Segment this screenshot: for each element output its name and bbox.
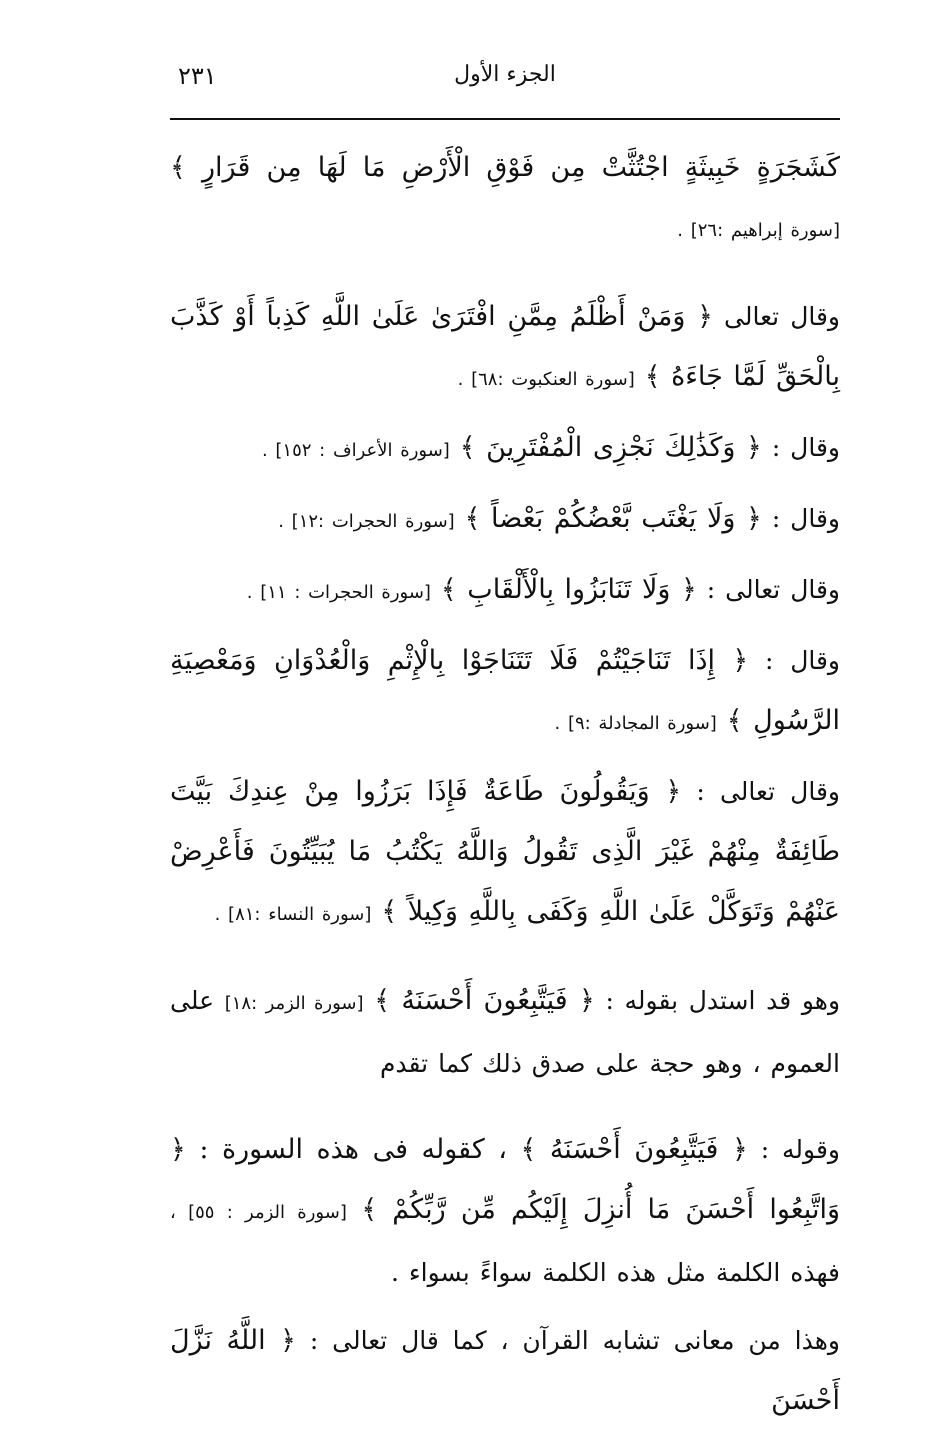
quran-quote: ﴿ اللَّهُ نَزَّلَ أَحْسَنَ xyxy=(170,1325,840,1416)
surah-reference: [سورة إبراهيم :٢٦] . xyxy=(677,220,840,241)
surah-reference: [سورة الزمر :١٨] xyxy=(224,993,364,1014)
paragraph-text: فهذه الكلمة مثل هذه الكلمة سواءً بسواء . xyxy=(391,1258,840,1287)
paragraph-text: وهذا من معانى تشابه القرآن ، كما قال تعالى : xyxy=(309,1326,840,1355)
running-title: الجزء الأول xyxy=(454,62,556,87)
paragraph xyxy=(170,762,840,945)
paragraph xyxy=(170,631,840,754)
surah-reference: [سورة الحجرات : ١١] . xyxy=(246,582,431,603)
paragraph xyxy=(170,560,840,623)
paragraph xyxy=(170,418,840,481)
paragraph-text: وقال : xyxy=(765,646,840,675)
paragraph xyxy=(170,971,840,1094)
surah-reference: [سورة الزمر : ٥٥] ، xyxy=(170,1202,347,1223)
quran-quote: ﴿ وَكَذَٰلِكَ نَجْزِى الْمُفْتَرِينَ ﴾ xyxy=(459,432,762,463)
quran-quote: ﴿ فَيَتَّبِعُونَ أَحْسَنَهُ ﴾ ، كقوله فى هذه السورة : ﴿ وَاتَّبِعُوا أَحْسَنَ مَا أُنزِلَ إِلَيْكُم مِّن رَّبِّكُمْ ﴾ xyxy=(170,1134,840,1225)
paragraph-text: وقال : xyxy=(771,504,840,533)
quran-quote: ﴿ وَلَا تَنَابَزُوا بِالْأَلْقَابِ ﴾ xyxy=(440,574,697,605)
page-body xyxy=(170,138,840,1439)
paragraph-text: وقوله : xyxy=(760,1135,840,1164)
spacer xyxy=(170,1102,840,1120)
quran-quote: ﴿ إِذَا تَنَاجَيْتُمْ فَلَا تَتَنَاجَوْا بِالْإِثْمِ وَالْعُدْوَانِ وَمَعْصِيَةِ الرَّسُولِ ﴾ xyxy=(170,645,840,736)
paragraph xyxy=(170,1311,840,1431)
surah-reference: [سورة الحجرات :١٢] . xyxy=(278,511,455,532)
quran-quote: ﴿ وَلَا يَغْتَب بَّعْضُكُمْ بَعْضاً ﴾ xyxy=(464,503,762,534)
surah-reference: [سورة النساء :٨١] . xyxy=(214,904,372,925)
paragraph-text: على العموم ، وهو حجة على صدق ذلك كما تقدم xyxy=(170,986,840,1078)
quran-quote: ﴿ وَيَقُولُونَ طَاعَةٌ فَإِذَا بَرَزُوا مِنْ عِندِكَ بَيَّتَ طَائِفَةٌ مِنْهُمْ غَيْرَ الَّذِى تَقُولُ وَاللَّهُ يَكْتُبُ مَا يُبَيِّتُونَ فَأَعْرِضْ عَنْهُمْ وَتَوَكَّلْ عَلَىٰ اللَّهِ وَكَفَى بِاللَّهِ وَكِيلاً ﴾ xyxy=(170,776,840,927)
page-header xyxy=(170,60,840,96)
paragraph xyxy=(170,1120,840,1303)
quran-quote: كَشَجَرَةٍ خَبِيثَةٍ اجْتُثَّتْ مِن فَوْقِ الْأَرْضِ مَا لَهَا مِن قَرَارٍ ﴾ xyxy=(170,152,840,183)
spacer xyxy=(170,953,840,971)
spacer xyxy=(170,269,840,287)
surah-reference: [سورة العنكبوت :٦٨] . xyxy=(457,369,635,390)
paragraph-text: وقال تعالى : xyxy=(706,575,840,604)
surah-reference: [سورة المجادلة :٩] . xyxy=(554,713,717,734)
quran-quote: ﴿ فَيَتَّبِعُونَ أَحْسَنَهُ ﴾ xyxy=(374,985,595,1016)
quran-quote: ﴿ وَمَنْ أَظْلَمُ مِمَّنِ افْتَرَىٰ عَلَىٰ اللَّهِ كَذِباً أَوْ كَذَّبَ بِالْحَقِّ لَمَّا جَاءَهُ ﴾ xyxy=(170,301,840,392)
paragraph xyxy=(170,489,840,552)
paragraph-text: وقال تعالى xyxy=(724,302,840,331)
paragraph-text: وقال تعالى : xyxy=(696,777,840,806)
paragraph xyxy=(170,138,840,261)
paragraph xyxy=(170,287,840,410)
paragraph-text: وهو قد استدل بقوله : xyxy=(605,986,841,1015)
header-rule xyxy=(170,118,840,120)
paragraph-text: وقال : xyxy=(771,433,840,462)
surah-reference: [سورة الأعراف : ١٥٢] . xyxy=(261,440,450,461)
page-number: ٢٣١ xyxy=(178,62,217,90)
